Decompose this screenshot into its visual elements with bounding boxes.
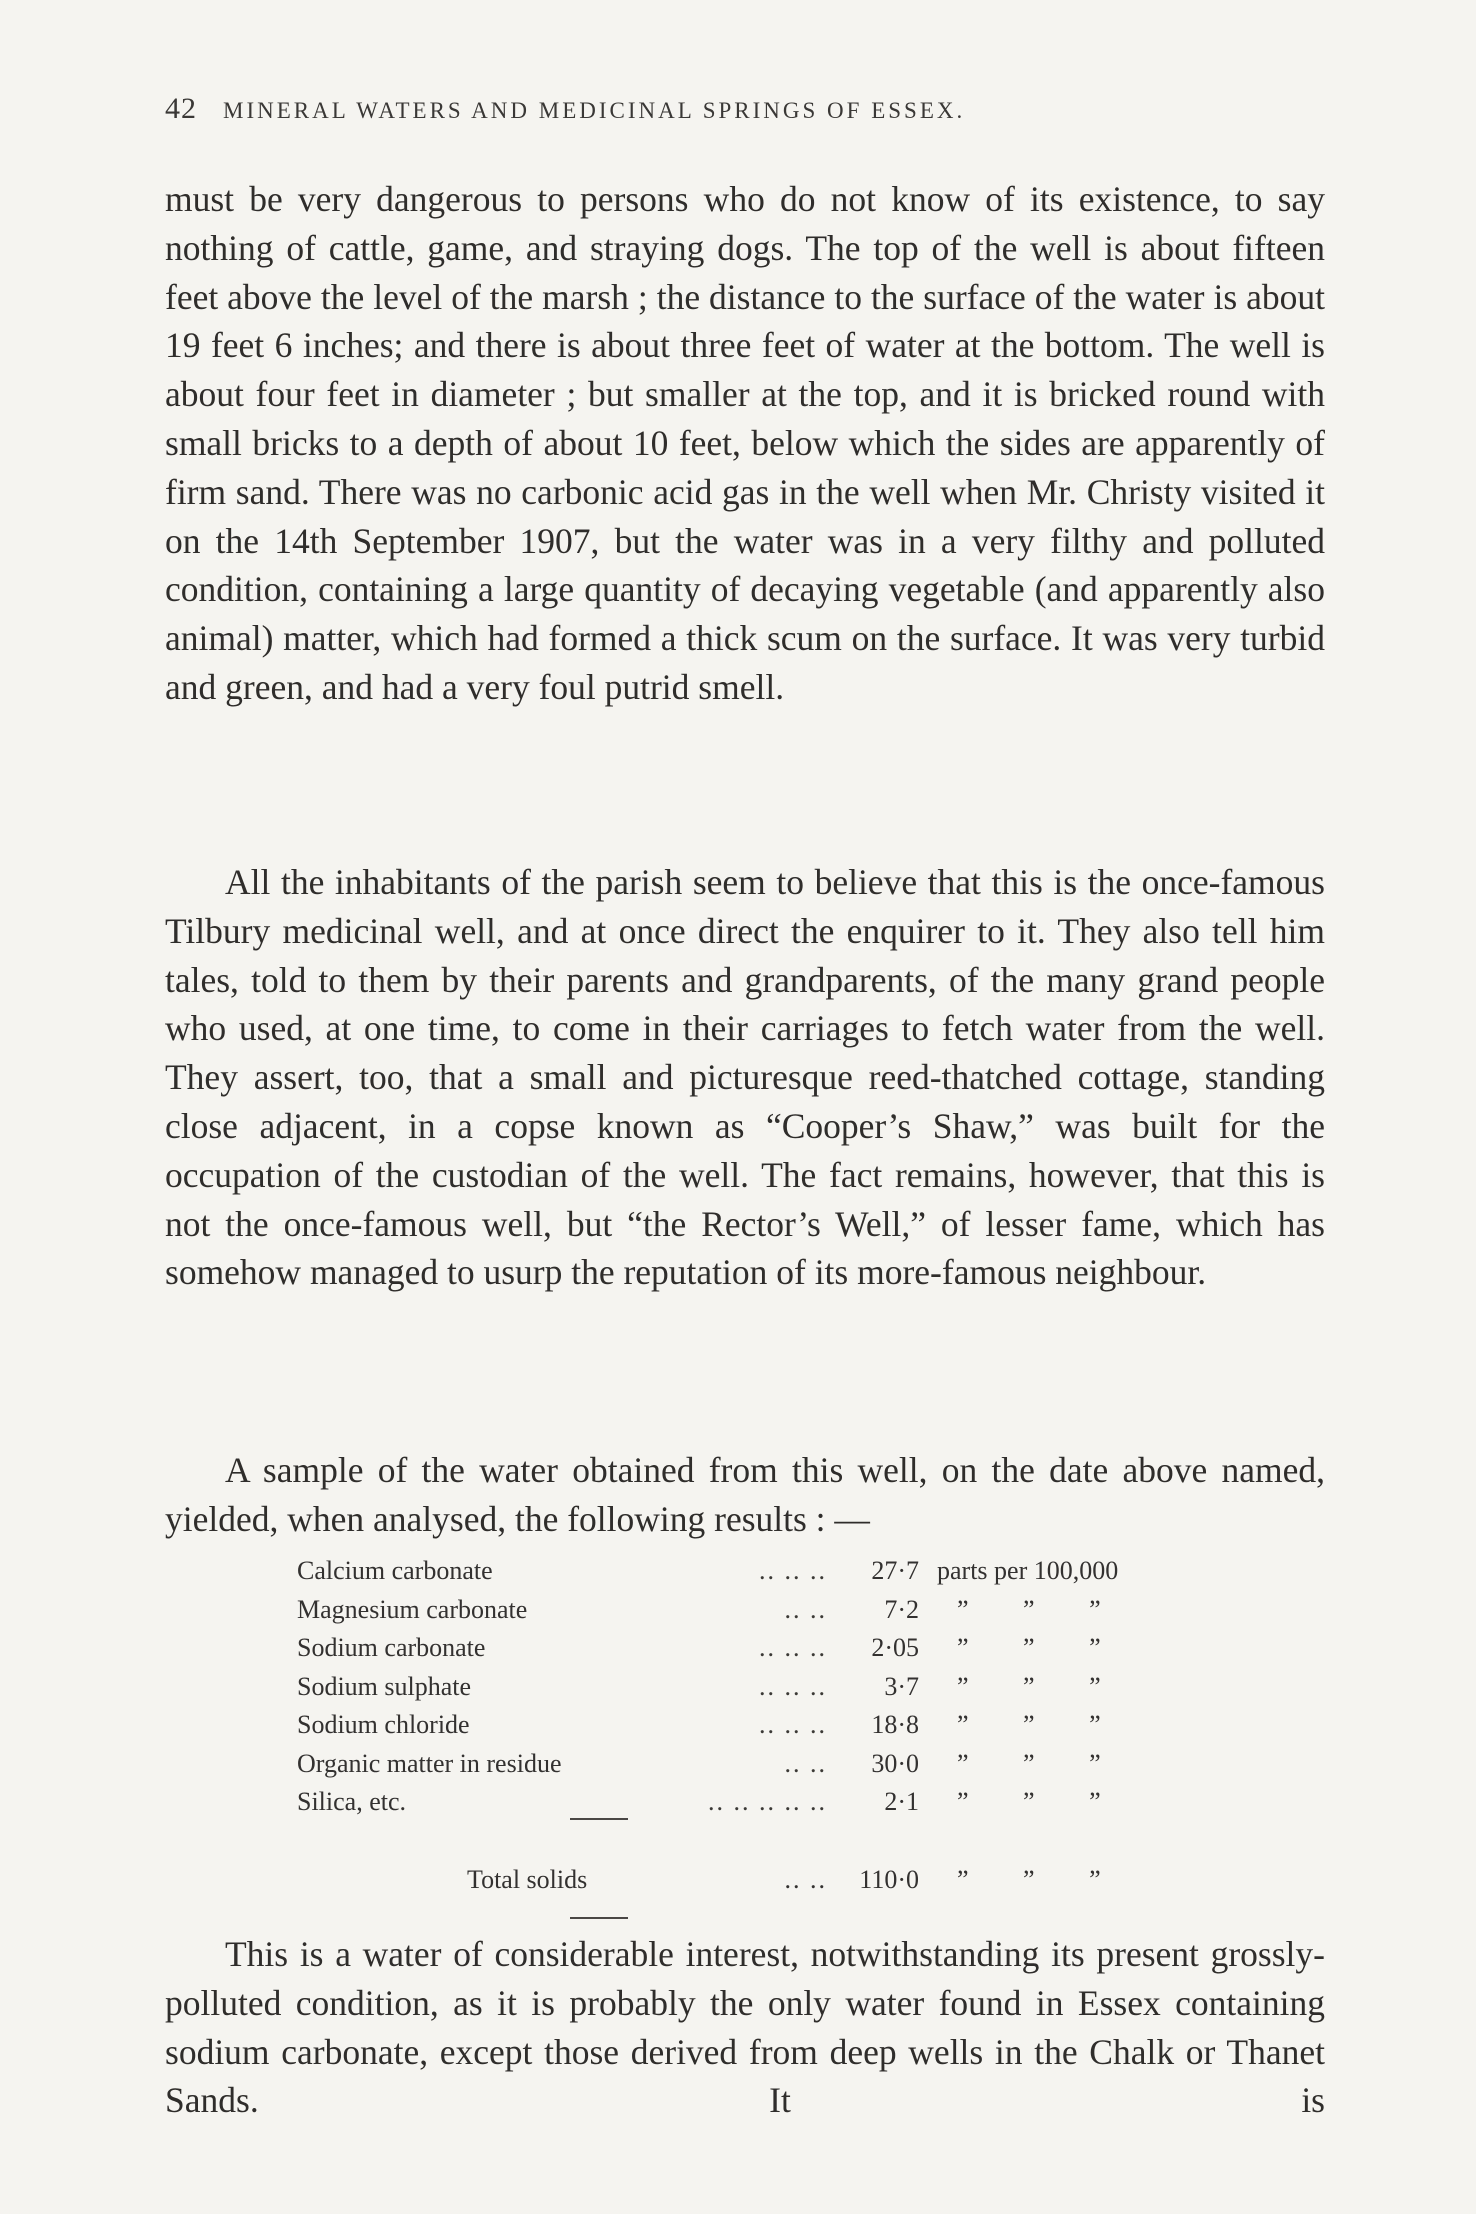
substance-value: 2·1	[884, 1787, 919, 1816]
substance-value: 7·2	[884, 1594, 919, 1624]
running-header	[165, 92, 1325, 126]
substance-name: Calcium carbonate	[297, 1556, 493, 1585]
paragraph-interest	[165, 1930, 1325, 2125]
table-row	[297, 1629, 1197, 1668]
substance-value: 18·8	[871, 1710, 919, 1739]
total-value: 110·0	[859, 1865, 919, 1894]
leader-dots: .. ..	[784, 1748, 827, 1778]
leader-dots: .. .. ..	[759, 1556, 827, 1585]
substance-name: Magnesium carbonate	[297, 1594, 528, 1624]
substance-name: Silica, etc.	[297, 1787, 407, 1816]
total-row	[297, 1860, 1197, 1900]
page-number: 42	[165, 92, 197, 125]
ditto-marks: ” ” ”	[957, 1594, 1101, 1624]
table-row	[297, 1668, 1197, 1707]
paragraph-local-tradition	[165, 858, 1325, 1297]
substance-name: Sodium carbonate	[297, 1633, 486, 1662]
analysis-table	[297, 1552, 1197, 1822]
table-row	[297, 1591, 1197, 1630]
substance-value: 30·0	[871, 1748, 919, 1778]
table-row	[297, 1552, 1197, 1591]
leader-dots: .. ..	[784, 1865, 827, 1894]
unit-label: parts per 100,000	[937, 1556, 1119, 1585]
ditto-marks: ” ” ”	[957, 1671, 1101, 1701]
table-row	[297, 1783, 1197, 1822]
paragraph-text: This is a water of considerable interest, notwithstanding its present grossly-polluted condition, as it is probably the only water found in Essex containing sodium carbonate, except those derived from deep wells in the Chalk or Thanet Sands. It is	[165, 1934, 1325, 2121]
substance-name: Organic matter in residue	[297, 1748, 562, 1778]
leader-dots: .. .. ..	[759, 1633, 827, 1662]
substance-name: Sodium chloride	[297, 1710, 470, 1739]
ditto-marks: ” ” ”	[957, 1787, 1101, 1816]
substance-value: 27·7	[871, 1556, 919, 1585]
total-label: Total solids	[467, 1865, 588, 1894]
substance-value: 3·7	[884, 1671, 919, 1701]
table-row	[297, 1706, 1197, 1745]
ditto-marks: ” ” ”	[957, 1710, 1101, 1739]
sum-rule-top	[570, 1818, 628, 1820]
substance-value: 2·05	[871, 1633, 919, 1662]
leader-dots: .. ..	[784, 1594, 827, 1624]
ditto-marks: ” ” ”	[957, 1865, 1101, 1894]
paragraph-sample-intro	[165, 1446, 1325, 1544]
leader-dots: .. .. ..	[759, 1710, 827, 1739]
running-title: MINERAL WATERS AND MEDICINAL SPRINGS OF ESSEX.	[223, 98, 966, 123]
paragraph-well-description	[165, 175, 1325, 712]
substance-name: Sodium sulphate	[297, 1671, 472, 1701]
ditto-marks: ” ” ”	[957, 1633, 1101, 1662]
paragraph-text: A sample of the water obtained from this well, on the date above named, yielded, when analysed, the following results : —	[165, 1450, 1325, 1539]
paragraph-text: must be very dangerous to persons who do not know of its existence, to say nothing of cattle, game, and straying dogs. The top of the well is about fifteen feet above the level of the marsh ; the distance to the surface of the water is about 19 feet 6 inches; and there is about three feet of water at the bottom. The well is about four feet in diameter ; but smaller at the top, and it is bricked round with small bricks to a depth of about 10 feet, below which the sides are apparently of firm sand. There was no carbonic acid gas in the well when Mr. Christy visited it on the 14th September 1907, but the water was in a very filthy and polluted condition, containing a large quantity of decaying vegetable (and apparently also animal) matter, which had formed a thick scum on the surface. It was very turbid and green, and had a very foul putrid smell.	[165, 179, 1325, 707]
ditto-marks: ” ” ”	[957, 1748, 1101, 1778]
table-row	[297, 1745, 1197, 1784]
paragraph-text: All the inhabitants of the parish seem to believe that this is the once-famous Tilbury medicinal well, and at once direct the enquirer to it. They also tell him tales, told to them by their parents and grandparents, of the many grand people who used, at one time, to come in their carriages to fetch water from the well. They assert, too, that a small and picturesque reed-thatched cottage, standing close adjacent, in a copse known as “Cooper’s Shaw,” was built for the occupation of the custodian of the well. The fact remains, however, that this is not the once-famous well, but “the Rector’s Well,” of lesser fame, which has somehow managed to usurp the reputation of its more-famous neighbour.	[165, 862, 1325, 1293]
sum-rule-bottom	[570, 1917, 628, 1919]
leader-dots: .. .. ..	[759, 1671, 827, 1701]
leader-dots: .. .. .. .. ..	[708, 1787, 827, 1816]
